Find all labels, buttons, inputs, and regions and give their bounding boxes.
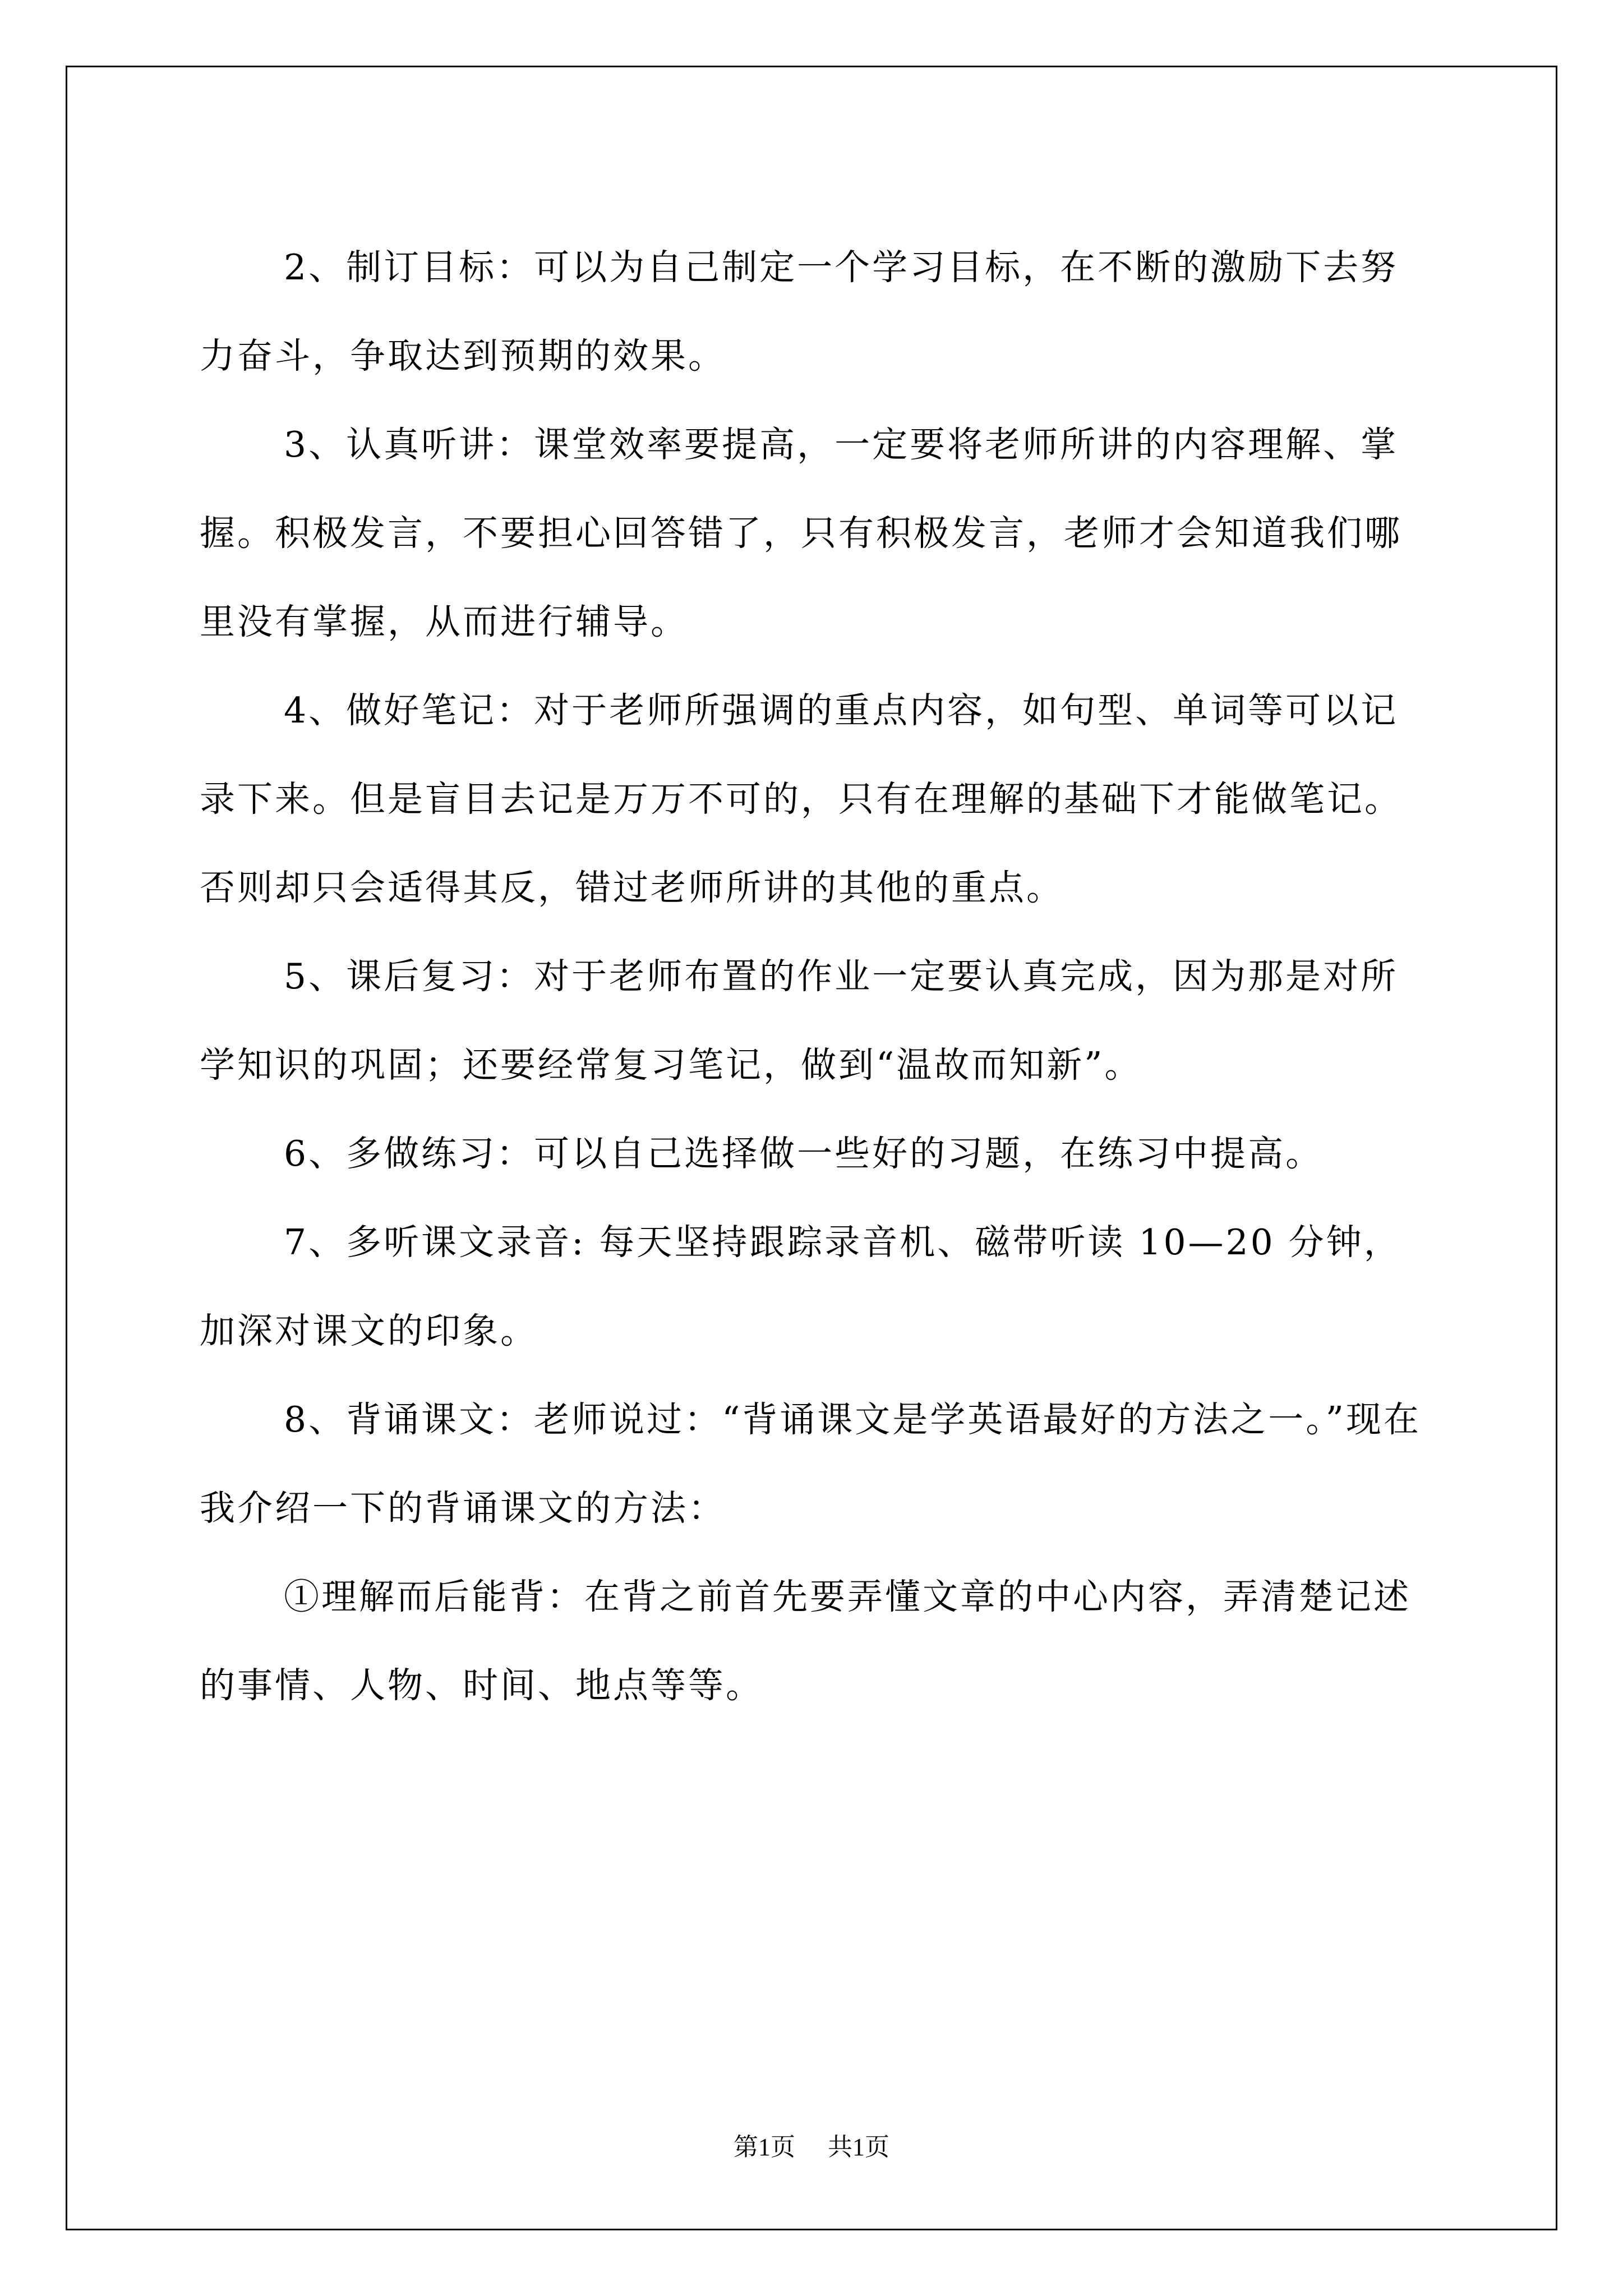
paragraph-understand: ①理解而后能背：在背之前首先要弄懂文章的中心内容，弄清楚记述的事情、人物、时间、地点等等。: [200, 1576, 1411, 1706]
page-number: 第1页: [734, 2133, 795, 2161]
paragraph-listening: 7、多听课文录音: 每天坚持跟踪录音机、磁带听读 10—20 分钟，加深对课文的印象。: [200, 1222, 1401, 1351]
paragraph-recite: 8、背诵课文：老师说过：“背诵课文是学英语最好的方法之一。”现在我介绍一下的背诵课文的方法：: [200, 1399, 1421, 1529]
paragraph-review: 5、课后复习：对于老师布置的作业一定要认真完成，因为那是对所学知识的巩固；还要经常复习笔记，做到“温故而知新”。: [200, 956, 1399, 1085]
paragraph-notes: 4、做好笔记：对于老师所强调的重点内容，如句型、单词等可以记录下来。但是盲目去记是万万不可的，只有在理解的基础下才能做笔记。否则却只会适得其反，错过老师所讲的其他的重点。: [200, 690, 1402, 908]
page-total: 共1页: [828, 2133, 889, 2161]
document-body: [200, 223, 1433, 1730]
page-footer: [0, 2131, 1623, 2164]
paragraph-goal: 2、制订目标：可以为自己制定一个学习目标，在不断的激励下去努力奋斗，争取达到预期的效果。: [200, 247, 1399, 376]
paragraph-listen: 3、认真听讲：课堂效率要提高，一定要将老师所讲的内容理解、掌握。积极发言，不要担心回答错了，只有积极发言，老师才会知道我们哪里没有掌握，从而进行辅导。: [200, 424, 1402, 642]
paragraph-practice: 6、多做练习：可以自己选择做一些好的习题，在练习中提高。: [284, 1133, 1324, 1174]
